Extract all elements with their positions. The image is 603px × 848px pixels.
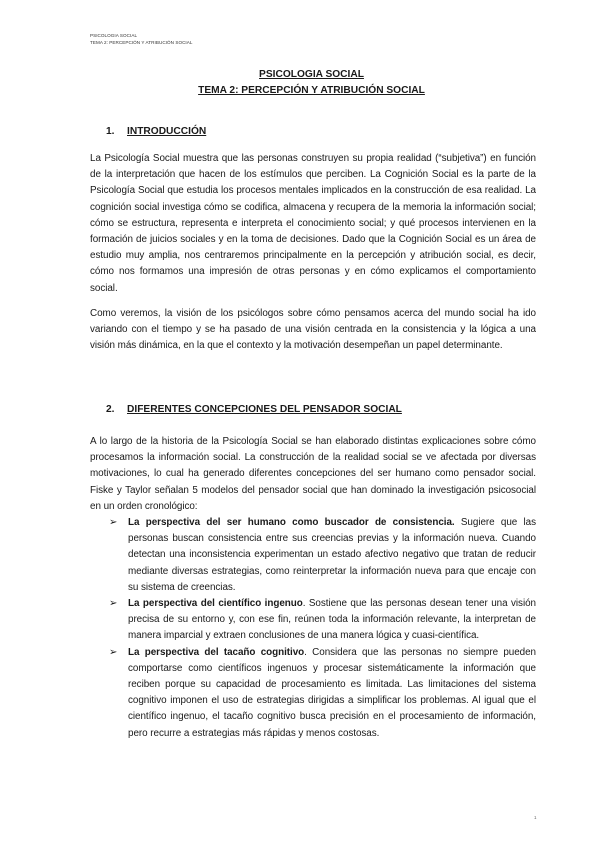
running-header-course: PSICOLOGIA SOCIAL bbox=[90, 33, 138, 38]
page-number: 1 bbox=[534, 815, 537, 820]
arrow-bullet-icon: ➢ bbox=[109, 517, 118, 528]
document-subtitle: TEMA 2: PERCEPCIÓN Y ATRIBUCIÓN SOCIAL bbox=[198, 84, 425, 96]
list-item bbox=[109, 645, 536, 742]
section-number: 1. bbox=[106, 126, 115, 137]
section-number: 2. bbox=[106, 404, 115, 415]
arrow-bullet-icon: ➢ bbox=[109, 598, 118, 610]
list-item bbox=[109, 515, 536, 596]
paragraph: Como veremos, la visión de los psicólogos sobre cómo pensamos acerca del mundo social ha ido variando con el tiempo y se ha pasado de una visión centrada en la consistencia y la lógica a una visión más dinámica, en la que el contexto y la motivación desempeñan un papel determinante. bbox=[90, 308, 536, 352]
list-item-term: La perspectiva del tacaño cognitivo bbox=[128, 646, 305, 658]
paragraph: A lo largo de la historia de la Psicología Social se han elaborado distintas explicaciones sobre cómo procesamos la información social. La construcción de la realidad social se ve afectada por diversas motivaciones, lo cual ha generado diferentes concepciones del ser humano como pensador social. Fiske y Taylor señalan 5 modelos del pensador social que han dominado la investigación psicosocial en un orden cronológico: bbox=[90, 436, 536, 512]
document-title: PSICOLOGIA SOCIAL bbox=[259, 69, 364, 80]
list-item-term: La perspectiva del ser humano como buscador de consistencia. bbox=[128, 517, 455, 528]
list-item-text: . Considera que las personas no siempre pueden comportarse como científicos ingenuos y procesar sistemáticamente la información que reciben porque su capacidad de procesamiento es limitada. Las limitaciones del sistema cognitivo imponen el uso de estrategias dirigidas a simplificar los problemas. Al igual que el científico ingenuo, el tacaño cognitivo busca precisión en el procesamiento de información, pero recurre a estrategias más rápidas y menos costosas. bbox=[128, 646, 537, 739]
section-heading-introduccion bbox=[106, 126, 206, 137]
running-header-topic: TEMA 2: PERCEPCIÓN Y ATRIBUCIÓN SOCIAL bbox=[90, 40, 193, 45]
list-item-text: Sugiere que las personas buscan consistencia entre sus creencias previas y la información nueva. Cuando detectan una inconsistencia experimentan un estado afectivo negativo que tratan de reducir mediante diversas estrategias, como reinterpretar la información nueva para que encaje con su sistema de creencias. bbox=[128, 517, 536, 593]
arrow-bullet-icon: ➢ bbox=[109, 646, 118, 658]
section-title: DIFERENTES CONCEPCIONES DEL PENSADOR SOCIAL bbox=[127, 404, 402, 415]
bullet-list bbox=[109, 515, 536, 742]
list-item bbox=[109, 596, 536, 645]
list-item-term: La perspectiva del científico ingenuo bbox=[128, 598, 303, 610]
section-heading-concepciones bbox=[106, 404, 402, 415]
list-item-text: . Sostiene que las personas desean tener una visión precisa de su entorno y, con ese fin, reúnen toda la información relevante, la interpretan de manera imparcial y extraen conclusiones de una manera lógica y cuasi-científica. bbox=[128, 598, 536, 642]
paragraph: La Psicología Social muestra que las personas construyen su propia realidad (“subjetiva”) en función de la interpretación que hacen de los estímulos que perciben. La Cognición Social es la parte de la Psicología Social que estudia los procesos mentales implicados en la construcción de esa realidad. La cognición social investiga cómo se codifica, almacena y recupera de la memoria la información social; cómo se estructura, representa e interpreta el conocimiento social; y qué procesos intervienen en la formación de juicios sociales y en la toma de decisiones. Dado que la Cognición Social es un área de estudio muy amplia, nos centraremos principalmente en la percepción y atribución social, es decir, cómo nos formamos una impresión de otras personas y en cómo explicamos el comportamiento social. bbox=[90, 153, 536, 294]
section-title: INTRODUCCIÓN bbox=[127, 126, 207, 137]
document-title-block bbox=[0, 67, 603, 98]
